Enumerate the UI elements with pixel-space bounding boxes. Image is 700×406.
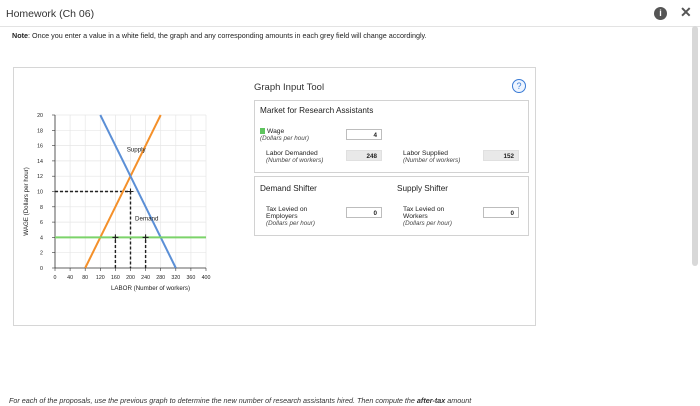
- wage-label: [260, 128, 309, 142]
- labor-demanded-value: 248: [346, 150, 382, 161]
- market-title: Market for Research Assistants: [260, 106, 374, 115]
- supply-shifter-title: Supply Shifter: [397, 184, 448, 193]
- worker-tax-line2: Workers: [403, 213, 428, 220]
- footer-bold: after-tax: [416, 396, 446, 405]
- x-tick-label: 360: [186, 275, 196, 281]
- supply-label: Supply: [126, 146, 146, 154]
- footer-text-before: For each of the proposals, use the previous graph to determine the new number of research assistants hired. Then compute the: [9, 396, 417, 405]
- y-axis-label: WAGE (Dollars per hour): [23, 167, 30, 236]
- y-tick-label: 14: [37, 158, 43, 165]
- note-label: Note: [12, 31, 28, 40]
- demand-label: Demand: [135, 215, 159, 223]
- y-tick-label: 18: [37, 128, 43, 135]
- employer-tax-sub: (Dollars per hour): [266, 220, 315, 227]
- intersection-marker: [112, 234, 118, 240]
- note-body: : Once you enter a value in a white field, the graph and any corresponding amounts in each grey field will change accordingly.: [27, 31, 427, 40]
- x-tick-label: 280: [156, 275, 166, 281]
- worker-tax-input[interactable]: 0: [483, 207, 519, 218]
- footer-text-after: amount: [445, 396, 472, 405]
- y-tick-label: 0: [40, 266, 43, 272]
- demand-shifter-title: Demand Shifter: [260, 184, 317, 193]
- x-tick-label: 80: [82, 275, 89, 281]
- worker-tax-label: [403, 206, 452, 227]
- y-tick-label: 4: [40, 235, 43, 242]
- x-tick-label: 400: [201, 275, 211, 281]
- labor-supplied-sub: (Number of workers): [403, 157, 461, 164]
- intersection-marker: [143, 234, 149, 240]
- labor-demanded-text: Labor Demanded: [266, 150, 318, 157]
- graph-input-tool-title: Graph Input Tool: [254, 82, 325, 93]
- y-tick-label: 8: [40, 204, 43, 211]
- x-tick-label: 240: [141, 275, 151, 281]
- y-tick-label: 16: [37, 143, 43, 150]
- y-tick-label: 2: [40, 250, 43, 257]
- x-tick-label: 200: [126, 275, 135, 281]
- wage-input[interactable]: 4: [346, 129, 382, 140]
- employer-tax-line2: Employers: [266, 213, 298, 220]
- x-tick-label: 0: [53, 275, 57, 281]
- intersection-marker: [128, 189, 134, 195]
- y-tick-label: 20: [37, 113, 43, 119]
- window-title: Homework (Ch 06): [6, 8, 95, 20]
- help-icon[interactable]: ?: [512, 79, 526, 93]
- x-tick-label: 160: [110, 275, 120, 281]
- labor-demanded-sub: (Number of workers): [266, 157, 324, 164]
- x-axis-label: LABOR (Number of workers): [110, 285, 191, 292]
- employer-tax-input[interactable]: 0: [346, 207, 382, 218]
- worker-tax-line1: Tax Levied on: [403, 206, 445, 213]
- wage-line-swatch-icon: [260, 128, 265, 134]
- labor-demanded-label: [266, 150, 323, 164]
- x-tick-label: 320: [171, 275, 181, 281]
- labor-supplied-label: [403, 150, 460, 164]
- labor-supplied-value: 152: [483, 150, 519, 161]
- employer-tax-line1: Tax Levied on: [266, 206, 308, 213]
- labor-supplied-text: Labor Supplied: [403, 150, 448, 157]
- wage-sub: (Dollars per hour): [260, 135, 309, 142]
- y-tick-label: 6: [40, 220, 43, 227]
- y-tick-label: 12: [37, 174, 43, 181]
- y-tick-label: 10: [37, 189, 43, 196]
- info-icon[interactable]: i: [654, 7, 667, 20]
- wage-label-text: Wage: [267, 128, 285, 135]
- employer-tax-label: [266, 206, 315, 227]
- x-tick-label: 40: [67, 275, 74, 281]
- worker-tax-sub: (Dollars per hour): [403, 220, 452, 227]
- footer-instructions: [9, 396, 471, 405]
- close-icon[interactable]: ✕: [680, 4, 692, 20]
- scrollbar[interactable]: [692, 26, 698, 266]
- x-tick-label: 120: [95, 275, 105, 281]
